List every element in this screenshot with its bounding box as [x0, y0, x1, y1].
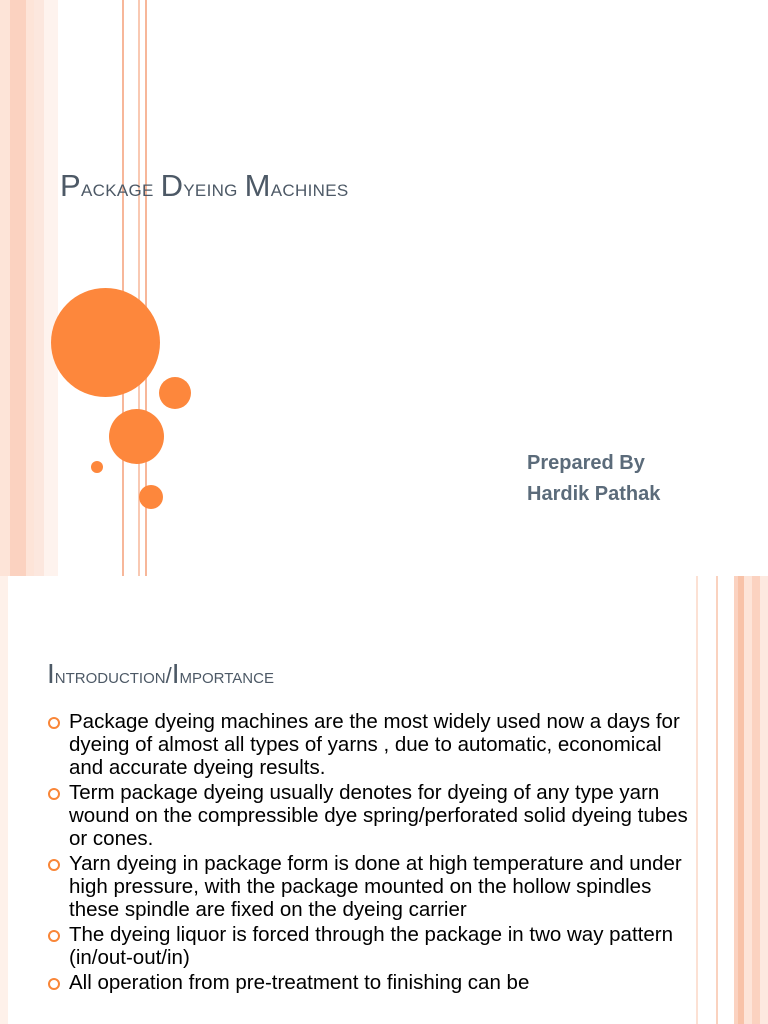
decorative-line	[716, 576, 718, 1024]
introduction-slide	[0, 576, 768, 1024]
list-item	[48, 971, 688, 994]
title-word-rest: ntroduction/	[54, 663, 172, 688]
slide-title	[47, 658, 274, 690]
hollow-circle-bullet-icon	[48, 788, 60, 800]
hollow-circle-bullet-icon	[48, 978, 60, 990]
title-word-rest: achines	[270, 175, 349, 202]
decorative-circle-large	[51, 288, 160, 397]
bullet-text: Yarn dyeing in package form is done at high temperature and under high pressure, with the package mounted on the hollow spindles these spindle are fixed on the dyeing carrier	[69, 852, 682, 921]
title-word-rest: ackage	[80, 175, 154, 202]
decorative-circle-small	[139, 485, 163, 509]
list-item	[48, 852, 688, 921]
decorative-band	[760, 576, 768, 1024]
bullet-text: All operation from pre-treatment to finishing can be	[69, 971, 530, 994]
bullet-text: Term package dyeing usually denotes for dyeing of any type yarn wound on the compressible dye spring/perforated solid dyeing tubes or cones.	[69, 781, 688, 850]
author-name: Hardik Pathak	[527, 483, 661, 505]
decorative-circle-medium	[109, 409, 164, 464]
decorative-band	[0, 576, 8, 1024]
list-item	[48, 781, 688, 850]
bullet-list	[48, 710, 688, 996]
list-item	[48, 710, 688, 779]
title-initial: D	[160, 168, 184, 203]
decorative-band	[0, 0, 10, 576]
title-initial: I	[171, 658, 180, 689]
bullet-text: The dyeing liquor is forced through the package in two way pattern (in/out-out/in)	[69, 923, 673, 969]
title-word-rest: yeing	[183, 175, 238, 202]
prepared-by-label: Prepared By	[527, 452, 645, 474]
decorative-line	[138, 0, 140, 576]
hollow-circle-bullet-icon	[48, 717, 60, 729]
decorative-circle-small	[159, 377, 191, 409]
decorative-circle-tiny	[91, 461, 103, 473]
decorative-band	[34, 0, 44, 576]
decorative-band	[44, 0, 58, 576]
hollow-circle-bullet-icon	[48, 930, 60, 942]
list-item	[48, 923, 688, 969]
decorative-line	[122, 0, 124, 576]
slide-title	[60, 168, 348, 204]
decorative-line	[696, 576, 698, 1024]
title-initial: I	[47, 658, 55, 689]
decorative-band	[26, 0, 34, 576]
title-initial: P	[60, 168, 81, 203]
author-block	[527, 448, 660, 510]
bullet-text: Package dyeing machines are the most widely used now a days for dyeing of almost all types of yarns , due to automatic, economical and accurate dyeing results.	[69, 710, 680, 779]
decorative-band	[10, 0, 26, 576]
decorative-band	[752, 576, 760, 1024]
hollow-circle-bullet-icon	[48, 859, 60, 871]
title-initial: M	[244, 168, 271, 203]
decorative-band	[744, 576, 752, 1024]
title-word-rest: mportance	[179, 663, 274, 688]
